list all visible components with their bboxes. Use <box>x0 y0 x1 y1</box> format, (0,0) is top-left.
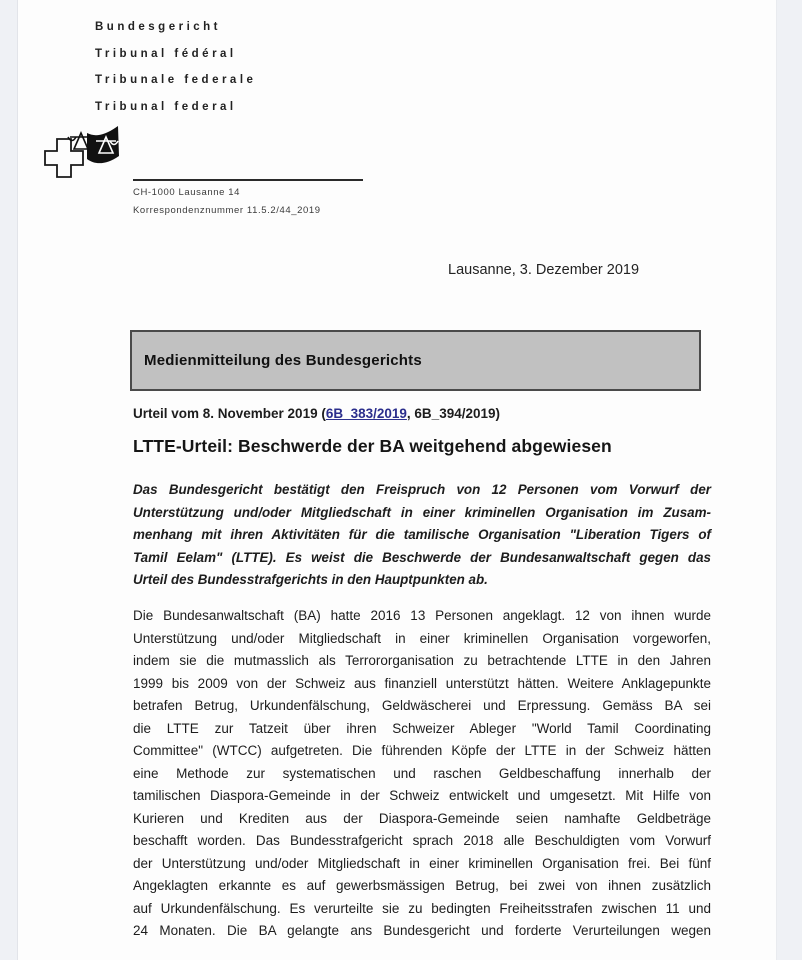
body-line: Angeklagten erkannte es auf gewerbsmässigen Betrug, bei zwei von ihnen zusätzlich <box>133 878 711 893</box>
court-name-rm: Tribunal federal <box>95 100 237 113</box>
federal-court-logo-icon <box>42 124 138 186</box>
body-line: eine Methode zur systematischen und raschen Geldbeschaffung innerhalb der <box>133 765 711 781</box>
address-line-correspondence: Korrespondenznummer 11.5.2/44_2019 <box>133 205 321 216</box>
body-line: der Unterstützung und/oder Mitgliedschaft in einer kriminellen Organisation frei. Bei fünf <box>133 855 711 871</box>
court-name-it: Tribunale federale <box>95 74 257 86</box>
body-line: Kurieren und Krediten aus der Diaspora-Gemeinde seien namhafte Geldbeträge <box>133 810 711 826</box>
dateline: Lausanne, 3. Dezember 2019 <box>448 262 640 278</box>
lead-line: Urteil des Bundesstrafgerichts in den Hauptpunkten ab. <box>133 572 488 587</box>
judgment-reference <box>133 406 500 421</box>
body-line: Unterstützung und/oder Mitgliedschaft in einer kriminellen Organisation vorgeworfen, <box>133 630 711 646</box>
address-divider-line <box>133 179 363 181</box>
body-line: 1999 bis 2009 von der Schweiz aus finanziell unterstützt hätten. Weitere Anklagepunkte <box>133 675 711 691</box>
lead-line: Tamil Eelam" (LTTE). Es weist die Beschwerde der Bundesanwaltschaft gegen das <box>133 549 711 565</box>
body-line: betrafen Betrug, Urkundenfälschung, Geldwäscherei und Erpressung. Gemäss BA sei <box>133 698 711 713</box>
press-release-title: Medienmitteilung des Bundesgerichts <box>144 352 422 369</box>
judgment-prefix: Urteil vom 8. November 2019 ( <box>133 406 326 421</box>
lead-line: Unterstützung und/oder Mitgliedschaft in einer kriminellen Organisation im Zusam- <box>133 504 711 520</box>
lead-line: Das Bundesgericht bestätigt den Freispruch von 12 Personen vom Vorwurf der <box>133 482 711 497</box>
court-name-de: Bundesgericht <box>95 21 222 33</box>
judgment-suffix: , 6B_394/2019) <box>406 406 500 421</box>
lead-paragraph <box>133 479 711 592</box>
body-paragraph <box>133 605 711 943</box>
body-line: Die Bundesanwaltschaft (BA) hatte 2016 13 Personen angeklagt. 12 von ihnen wurde <box>133 608 711 623</box>
body-line: Committee" (WTCC) aufgetreten. Die führenden Köpfe der LTTE in der Schweiz hätten <box>133 743 711 758</box>
lead-line: menhang mit ihren Aktivitäten für die tamilische Organisation "Liberation Tigers of <box>133 527 711 542</box>
court-name-block <box>95 14 256 120</box>
address-line-city: CH-1000 Lausanne 14 <box>133 187 240 198</box>
body-line: die LTTE zur Tatzeit über ihren Schweizer Ableger "World Tamil Coordinating <box>133 720 711 736</box>
case-number-link[interactable]: 6B_383/2019 <box>325 406 407 421</box>
body-line: auf Urkundenfälschung. Es verurteilte sie zu bedingten Freiheitsstrafen zwischen 11 und <box>133 900 711 916</box>
address-block <box>133 184 321 220</box>
body-line: 24 Monaten. Die BA gelangte ans Bundesgericht und forderte Verurteilungen wegen <box>133 923 711 938</box>
court-name-fr: Tribunal fédéral <box>95 47 237 60</box>
body-line: tamilischen Diaspora-Gemeinde in der Schweiz entwickelt und umgesetzt. Mit Hilfe von <box>133 788 711 803</box>
headline: LTTE-Urteil: Beschwerde der BA weitgehend abgewiesen <box>133 436 612 456</box>
press-release-title-box <box>130 330 701 391</box>
body-line: beschafft worden. Das Bundesstrafgericht sprach 2018 alle Beschuldigten vom Vorwurf <box>133 833 711 848</box>
body-line: indem sie die mutmasslich als Terrororganisation zu betrachtende LTTE in den Jahren <box>133 653 711 668</box>
